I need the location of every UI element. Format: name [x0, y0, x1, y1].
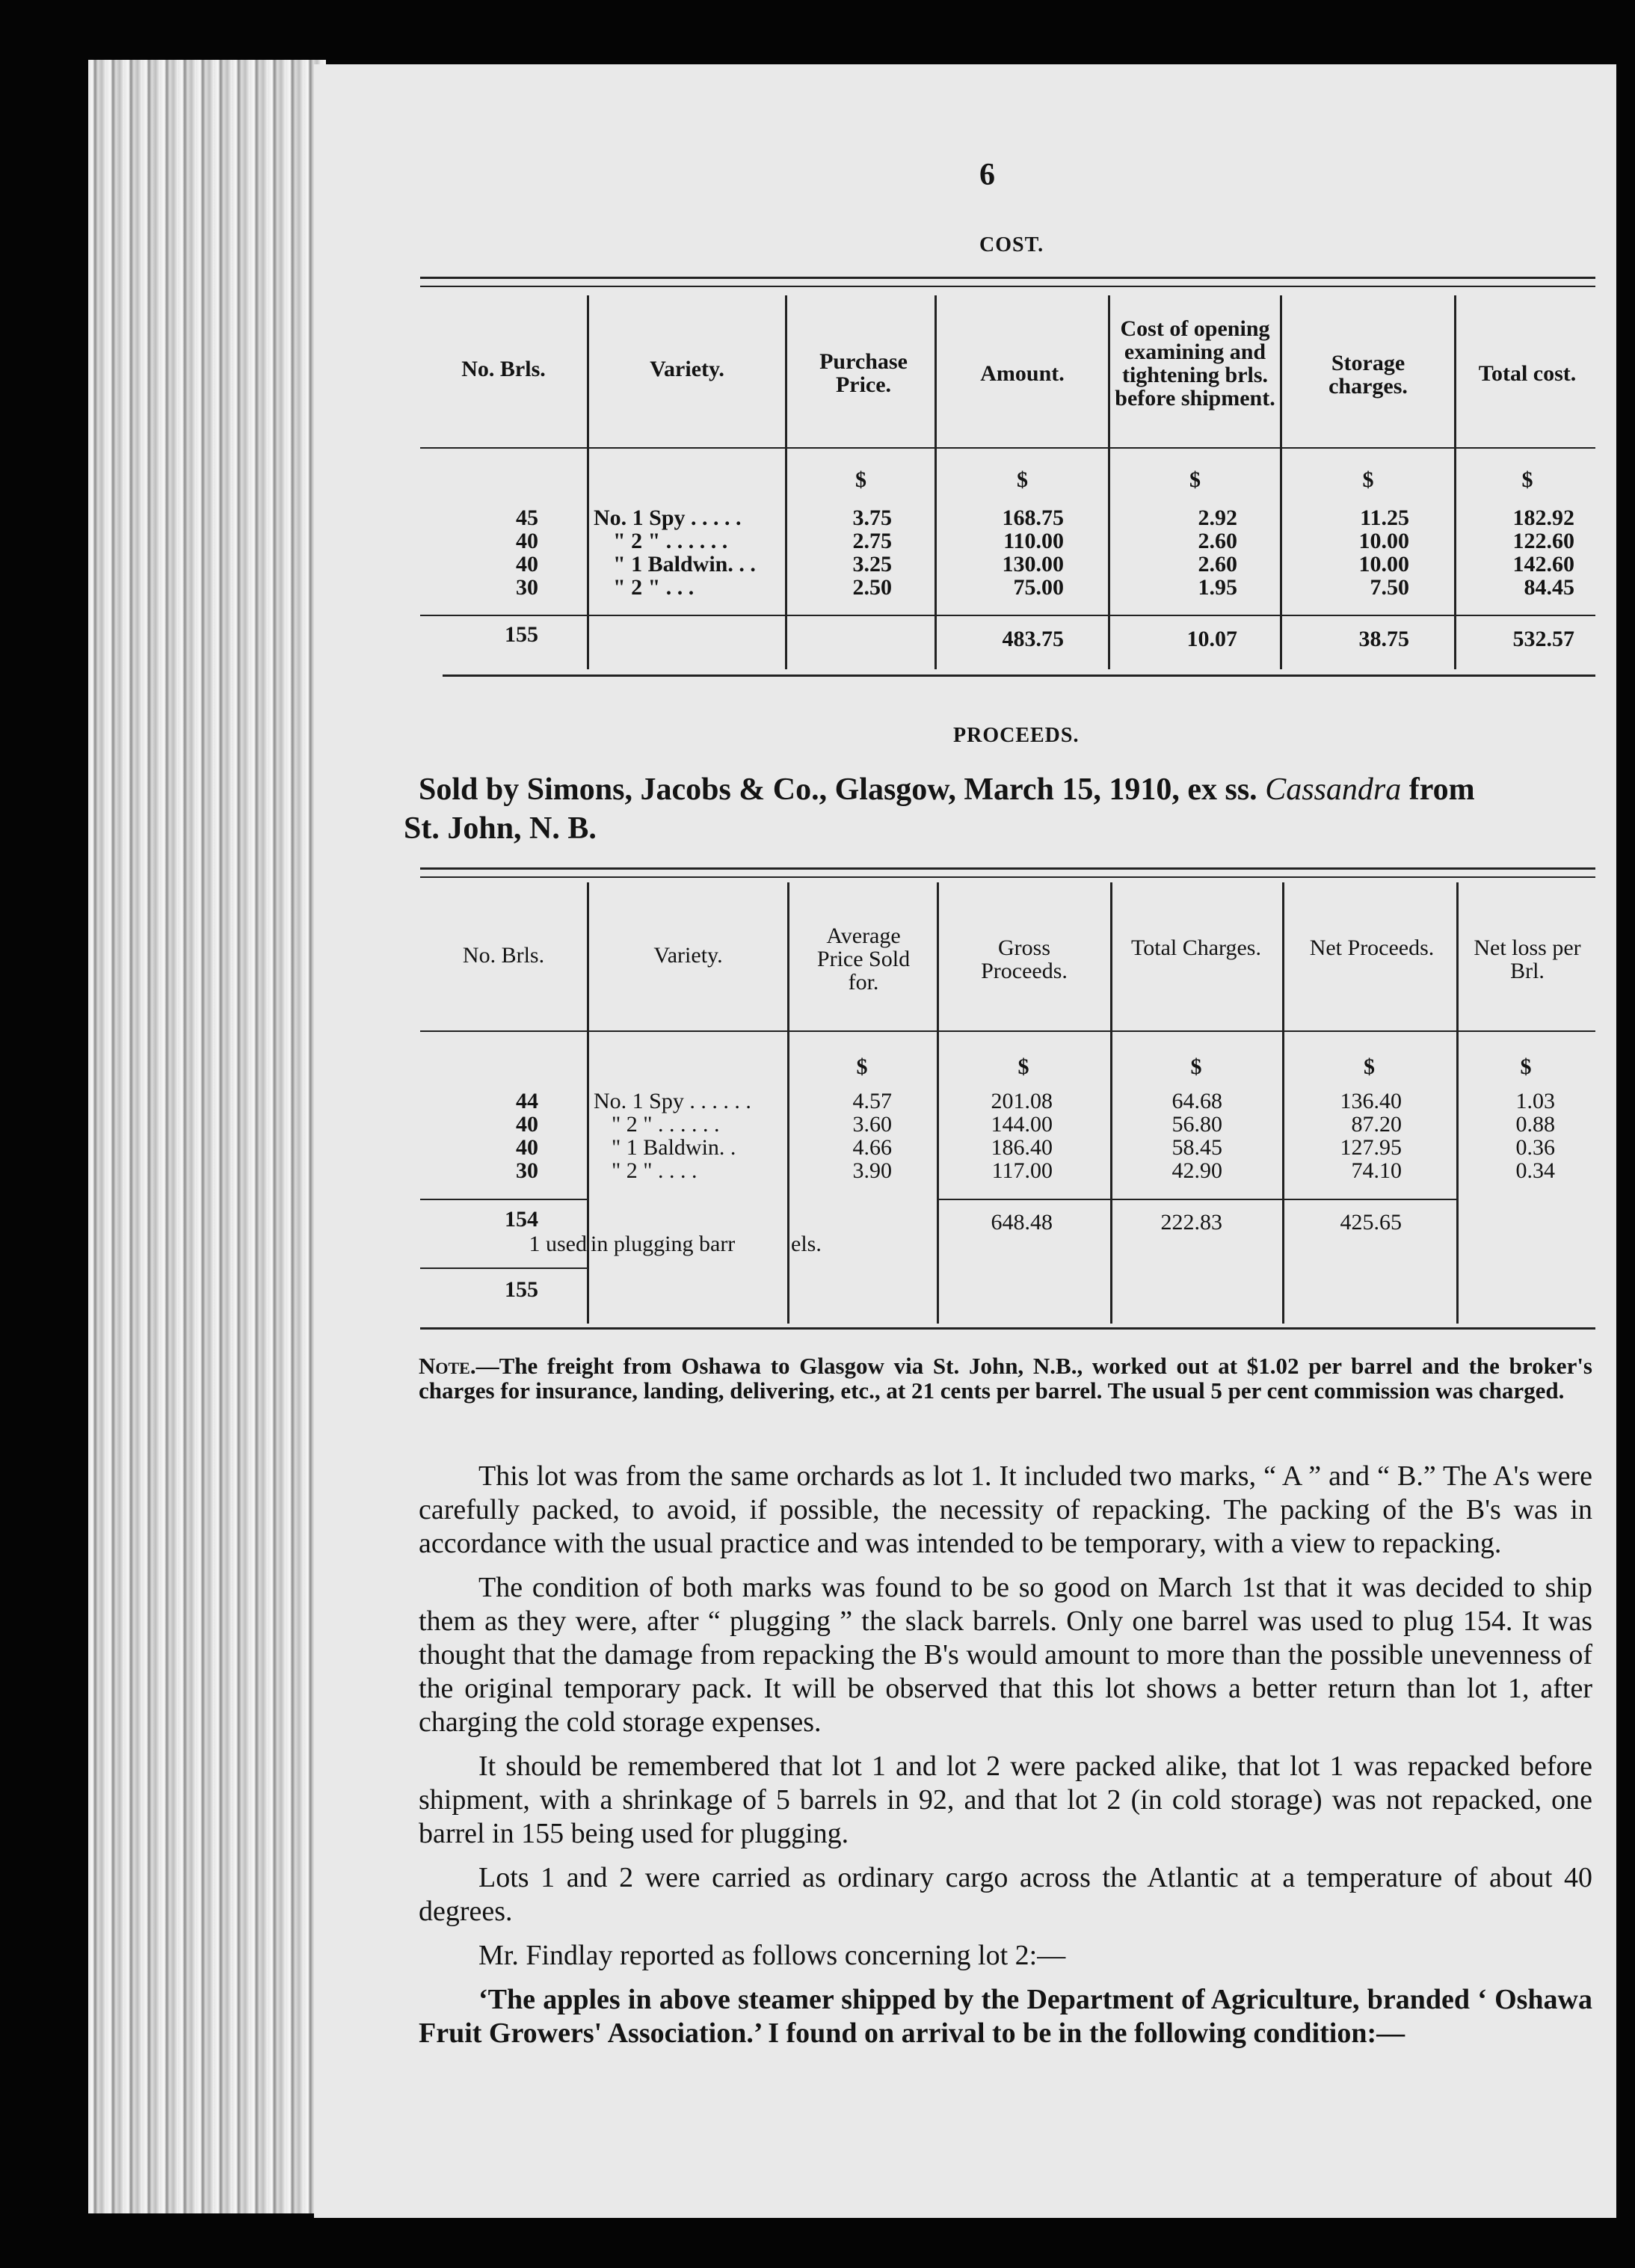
- cost-currency-cell: $: [1521, 467, 1533, 492]
- proceeds-cell: 3.60: [852, 1112, 892, 1137]
- cost-cell: 45: [516, 505, 538, 530]
- body-text: [419, 1460, 1592, 2050]
- proceeds-cell: 0.88: [1515, 1112, 1555, 1137]
- cost-cell: 142.60: [1512, 552, 1574, 577]
- cost-cell: 40: [516, 552, 538, 577]
- cost-cell: " 1 Baldwin. . .: [613, 552, 756, 577]
- proceeds-cell: 3.90: [852, 1158, 892, 1183]
- proceeds-cell: " 1 Baldwin. .: [612, 1135, 736, 1160]
- cost-header-total: Total cost.: [1478, 361, 1577, 386]
- proceeds-cell: 201.08: [991, 1089, 1053, 1113]
- proceeds-cell: 44: [516, 1089, 538, 1113]
- cost-cell: 84.45: [1524, 575, 1574, 600]
- paragraph: This lot was from the same orchards as lot 1. It included two marks, “ A ” and “ B.” The A's were carefully packed, to avoid, if possible, the necessity of repacking. The packing of the B's was in accordance with the usual practice and was intended to be temporary, with a view to repacking.: [419, 1460, 1592, 1559]
- paragraph: Lots 1 and 2 were carried as ordinary cargo across the Atlantic at a temperature of about 40 degrees.: [419, 1862, 1592, 1927]
- proceeds-cell: 40: [516, 1135, 538, 1160]
- cost-header-brls: No. Brls.: [461, 357, 546, 381]
- proceeds-cell: 58.45: [1171, 1135, 1222, 1160]
- cost-cell: 11.25: [1360, 505, 1409, 530]
- sold-by-line: [404, 770, 1607, 848]
- proceeds-currency-cell: $: [1364, 1054, 1375, 1079]
- paragraph: The condition of both marks was found to be so good on March 1st that it was decided to ship them as they were, after “ plugging ” the slack barrels. Only one barrel was used to plug 154. It was thought that the damage from repacking the B's would amount to more than the possible unevenness of the original temporary pack. It will be observed that this lot shows a better return than lot 1, after charging the cold storage expenses.: [419, 1572, 1592, 1738]
- cost-heading: COST.: [979, 233, 1044, 256]
- cost-currency-cell: $: [1362, 467, 1374, 492]
- proceeds-cell: 1.03: [1515, 1089, 1555, 1113]
- proceeds-cell: 186.40: [991, 1135, 1053, 1160]
- proceeds-cell: 74.10: [1351, 1158, 1402, 1183]
- paragraph: It should be remembered that lot 1 and lot 2 were packed alike, that lot 1 was repacked before shipment, with a shrinkage of 5 barrels in 92, and that lot 2 (in cold storage) was not repacked, one barrel in 155 being used for plugging.: [419, 1751, 1592, 1849]
- used-in-plugging-b: in plugging barr: [591, 1232, 736, 1256]
- proceeds-cell: 56.80: [1171, 1112, 1222, 1137]
- proceeds-cell: 0.34: [1515, 1158, 1555, 1183]
- proceeds-subtotal-cell: 425.65: [1340, 1210, 1402, 1235]
- cost-total-cell: 155: [505, 622, 538, 647]
- page-number: 6: [979, 158, 995, 192]
- cost-header-purchase-price: Purchase Price.: [819, 349, 908, 397]
- cost-cell: " 2 " . . .: [613, 575, 695, 600]
- cost-cell: 10.00: [1358, 529, 1409, 553]
- cost-total-cell: 483.75: [1002, 627, 1064, 651]
- sold-by-port: St. John, N. B.: [404, 811, 597, 846]
- proceeds-cell: 0.36: [1515, 1135, 1555, 1160]
- proceeds-header-charges: Total Charges.: [1131, 935, 1261, 960]
- proceeds-cell: " 2 " . . . .: [612, 1158, 698, 1183]
- cost-cell: 2.75: [852, 529, 892, 553]
- cost-cell: 2.50: [852, 575, 892, 600]
- cost-cell: 2.60: [1198, 529, 1237, 553]
- proceeds-total-brls: 155: [505, 1277, 538, 1302]
- cost-header-amount: Amount.: [980, 361, 1065, 386]
- cost-header-opening-cost: Cost of opening examining and tightening brls. before shipment.: [1115, 316, 1275, 411]
- cost-cell: 3.25: [852, 552, 892, 577]
- proceeds-cell: 127.95: [1340, 1135, 1402, 1160]
- cost-total-cell: 10.07: [1186, 627, 1237, 651]
- proceeds-heading: PROCEEDS.: [953, 724, 1080, 747]
- proceeds-currency-cell: $: [1190, 1054, 1202, 1079]
- cost-cell: 7.50: [1370, 575, 1409, 600]
- proceeds-header-variety: Variety.: [653, 943, 723, 968]
- cost-total-cell: 38.75: [1358, 627, 1409, 651]
- cost-currency-cell: $: [1017, 467, 1028, 492]
- proceeds-currency-cell: $: [856, 1054, 868, 1079]
- paragraph: Mr. Findlay reported as follows concerning lot 2:—: [478, 1940, 1066, 1971]
- proceeds-header-gross: Gross Proceeds.: [981, 935, 1068, 983]
- cost-cell: 122.60: [1512, 529, 1574, 553]
- used-in-plugging-a: 1 used: [529, 1232, 587, 1256]
- proceeds-subtotal-cell: 648.48: [991, 1210, 1053, 1235]
- proceeds-cell: 136.40: [1340, 1089, 1402, 1113]
- proceeds-currency-cell: $: [1017, 1054, 1029, 1079]
- proceeds-cell: 40: [516, 1112, 538, 1137]
- proceeds-header-brls: No. Brls.: [462, 943, 545, 968]
- book-binding-edge: [88, 60, 326, 2213]
- proceeds-subtotal-cell: 154: [505, 1207, 538, 1232]
- sold-by-from: from: [1408, 772, 1475, 807]
- cost-header-storage: Storage charges.: [1328, 351, 1408, 399]
- cost-cell: 2.60: [1198, 552, 1237, 577]
- used-in-plugging-c: els.: [791, 1232, 822, 1256]
- quoted-paragraph: ‘The apples in above steamer shipped by the Department of Agriculture, branded ‘ Oshawa Fruit Growers' Association.’ I found on arrival to be in the following condition:—: [419, 1984, 1592, 2049]
- cost-cell: No. 1 Spy . . . . .: [594, 505, 742, 530]
- cost-cell: " 2 " . . . . . .: [613, 529, 728, 553]
- cost-total-cell: 532.57: [1512, 627, 1574, 651]
- proceeds-cell: 4.57: [852, 1089, 892, 1113]
- proceeds-cell: 30: [516, 1158, 538, 1183]
- cost-cell: 182.92: [1512, 505, 1574, 530]
- cost-cell: 30: [516, 575, 538, 600]
- note-lead: Note.: [419, 1353, 476, 1379]
- cost-header-variety: Variety.: [650, 357, 724, 381]
- cost-cell: 1.95: [1198, 575, 1237, 600]
- proceeds-currency-cell: $: [1520, 1054, 1532, 1079]
- cost-cell: 110.00: [1003, 529, 1064, 553]
- proceeds-cell: 87.20: [1351, 1112, 1402, 1137]
- proceeds-subtotal-cell: 222.83: [1160, 1210, 1222, 1235]
- cost-cell: 3.75: [852, 505, 892, 530]
- cost-currency-cell: $: [1189, 467, 1201, 492]
- proceeds-cell: 64.68: [1171, 1089, 1222, 1113]
- cost-cell: 75.00: [1013, 575, 1064, 600]
- proceeds-cell: 42.90: [1171, 1158, 1222, 1183]
- sold-by-text: Sold by Simons, Jacobs & Co., Glasgow, March 15, 1910, ex ss.: [419, 772, 1257, 807]
- proceeds-header-net: Net Proceeds.: [1309, 935, 1435, 960]
- proceeds-cell: No. 1 Spy . . . . . .: [594, 1089, 751, 1113]
- cost-currency-cell: $: [855, 467, 866, 492]
- cost-cell: 40: [516, 529, 538, 553]
- proceeds-header-net-loss: Net loss per Brl.: [1474, 935, 1581, 983]
- ship-name: Cassandra: [1265, 772, 1402, 807]
- cost-cell: 130.00: [1002, 552, 1064, 577]
- proceeds-cell: 117.00: [991, 1158, 1053, 1183]
- proceeds-cell: 144.00: [991, 1112, 1053, 1137]
- cost-cell: 10.00: [1358, 552, 1409, 577]
- cost-cell: 168.75: [1002, 505, 1064, 530]
- proceeds-cell: " 2 " . . . . . .: [612, 1112, 720, 1137]
- freight-note: [419, 1353, 1592, 1403]
- note-text: —The freight from Oshawa to Glasgow via St. John, N.B., worked out at $1.02 per barrel and the broker's charges for insurance, landing, delivering, etc., at 21 cents per barrel. The usual 5 per cent commission was charged.: [419, 1353, 1592, 1404]
- cost-cell: 2.92: [1198, 505, 1237, 530]
- proceeds-header-average-price: Average Price Sold for.: [816, 924, 911, 995]
- proceeds-cell: 4.66: [852, 1135, 892, 1160]
